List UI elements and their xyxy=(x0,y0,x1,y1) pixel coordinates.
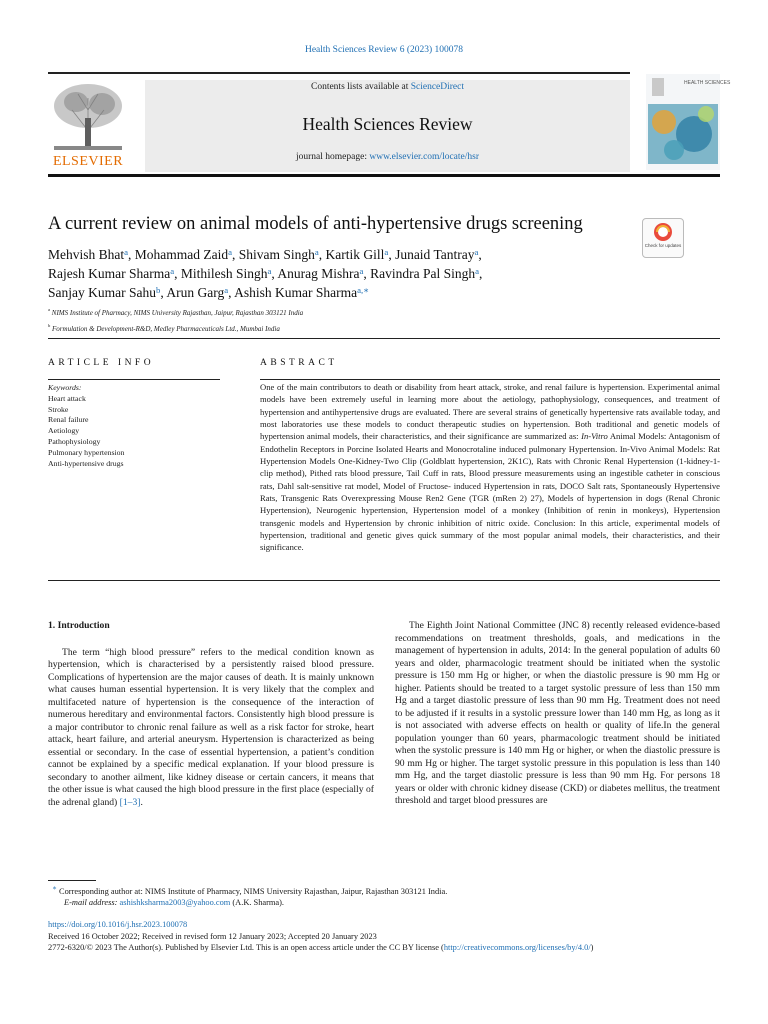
affiliations xyxy=(48,304,608,335)
abstract-rule xyxy=(260,379,720,380)
author-entry[interactable] xyxy=(48,285,160,300)
author-affiliation-mark: a xyxy=(224,285,229,295)
author-name: Rajesh Kumar Sharma xyxy=(48,266,171,281)
email-link[interactable]: ashishksharma2003@yahoo.com xyxy=(119,898,231,908)
abstract-text xyxy=(260,381,720,554)
author-name: Mehvish Bhat xyxy=(48,247,125,262)
footnote-rule xyxy=(48,880,96,881)
author-list: Mehvish Bhat$^a$, Mohammad Zaid$^a$, Shivam Singh$^a$, Kartik Gill$^a$, Junaid Tantray$^a$, Rajesh Kumar Sharma$^a$, Mithilesh Singh$^a$, Anurag Mishra$^a$, Ravindra Pal Singh$^a$, Sanjay Kumar Sahu$^b$, Arun Garg$^a$, Ashish Kumar Sharma$^{a,∗}$ xyxy=(48,247,483,300)
abstract-part-2: Animal Models: Antagonism of Endothelin Receptors in Porcine Isolated Hearts and Monocrotaline induced pulmonary Hypertension. In-Vivo Animal Models: Rat Hypertension Models One-Kidney-Two Clip (Goldblatt hypertension, 2K1C), Rats with Chronic Renal Hypertension (1-kidney-1-clip method), Pithed rats blood pressure, Tail Cuff in rats, Blood pressure measurements using an ingestible catheter in conscious rats, Dahl salt-sensitive rat model, Model of Fructose- induced Hypertension in rats, DOCO Salt rats, Spontaneously Hypertensive Rats, Transgenic Rats Overexpressing Mouse Ren2 Gene (TGR (mRen 2) 27), Models of hypertension in dogs (Renal Chronic Hypertension), Neurogenic hypertension, Hypertension model of a monkey (Inhibition of renin in monkeys), Hypertension transgenic models and Hypertension by chronic inhibition of nitric oxide. Conclusion: In this article, experimental models of hypertension, traditional and genetic gives quick summary of the most popular animal models, their characteristics, and their significance. xyxy=(260,431,721,553)
check-for-updates-badge[interactable] xyxy=(642,218,684,258)
abstract-heading: ABSTRACT xyxy=(260,358,338,368)
check-for-updates-label: Check for updates xyxy=(644,243,682,248)
body-left-column xyxy=(48,620,374,809)
author-affiliation-mark: a xyxy=(124,247,129,257)
author-affiliation-mark: a xyxy=(228,247,233,257)
elsevier-logo xyxy=(48,80,128,170)
keyword-item: Aetiology xyxy=(48,426,80,436)
author-name: Kartik Gill xyxy=(325,247,385,262)
abstract-italic-term: In-Vitro xyxy=(581,431,608,442)
author-entry[interactable] xyxy=(277,266,363,281)
jnc8-paragraph: The Eighth Joint National Committee (JNC 8) recently released evidence-based recommendations on treatment thresholds, goals, and medications in the management of hypertension in adults, 2014: In the general population of adults 60 years and older, pharmacologic treatment should be initiated when the systolic pressure is 150 mm Hg or higher, or when the diastolic pressure is 90 mm Hg or higher. Patients should be treated to a target systolic pressure of less than 150 mm Hg and a target diastolic pressure of less than 90 mm Hg. Treatment does not need to be adjusted if it results in a systolic pressure lower than 140 mm Hg, as long as it is not associated with adverse effects on health or quality of life.In the general population younger than 60 years, pharmacologic treatment should be initiated when the systolic pressure is 140 mm Hg or higher, or when the diastolic pressure is 90 mm Hg or higher. The target systolic pressure in this population is less than 140 mm Hg, and the target diastolic pressure is less than 90 mm Hg. For persons 18 years or older with chronic kidney disease (CKD) or diabetes mellitus, the treatment threshold and target blood pressures are xyxy=(395,620,720,806)
author-name: Mohammad Zaid xyxy=(134,247,229,262)
email-label: E-mail address: xyxy=(64,898,118,908)
affiliation-text: NIMS Institute of Pharmacy, NIMS University Rajasthan, Jaipur, Rajasthan 303121 India xyxy=(51,309,304,317)
license-line xyxy=(48,942,728,954)
header-rule-thick xyxy=(48,174,720,177)
author-affiliation-mark: a xyxy=(267,266,272,276)
author-name: Shivam Singh xyxy=(238,247,315,262)
author-name: Arun Garg xyxy=(166,285,225,300)
keyword-list xyxy=(48,394,220,470)
author-entry[interactable] xyxy=(239,247,319,262)
author-affiliation-mark: a xyxy=(314,247,319,257)
author-entry[interactable] xyxy=(326,247,389,262)
article-title: A current review on animal models of anti-hypertensive drugs screening xyxy=(48,214,583,234)
elsevier-tree-icon xyxy=(48,80,128,152)
keywords-label: Keywords: xyxy=(48,383,82,392)
author-affiliation-mark: a xyxy=(475,266,480,276)
homepage-line xyxy=(145,152,630,162)
affiliation-line xyxy=(48,304,608,320)
keyword-item: Pulmonary hypertension xyxy=(48,447,125,457)
homepage-prefix: journal homepage: xyxy=(296,152,370,162)
check-for-updates-icon xyxy=(643,219,683,257)
keywords-block xyxy=(48,383,220,469)
author-affiliation-mark: a xyxy=(384,247,389,257)
license-link[interactable]: http://creativecommons.org/licenses/by/4.0/ xyxy=(443,943,591,953)
journal-homepage-link[interactable]: www.elsevier.com/locate/hsr xyxy=(369,152,479,162)
author-entry[interactable] xyxy=(181,266,272,281)
journal-cover-image xyxy=(646,74,731,170)
affiliation-line xyxy=(48,320,608,336)
email-line xyxy=(48,897,728,909)
keyword-item: Anti-hypertensive drugs xyxy=(48,458,124,468)
intro-paragraph xyxy=(48,647,374,810)
journal-name: Health Sciences Review xyxy=(302,114,473,134)
author-entry[interactable] xyxy=(48,266,174,281)
author-affiliation-mark: a xyxy=(359,266,364,276)
journal-reference-link[interactable]: Health Sciences Review 6 (2023) 100078 xyxy=(304,45,464,55)
body-right-column xyxy=(395,620,720,808)
author-name: Anurag Mishra xyxy=(277,266,360,281)
license-prefix: 2772-6320/© 2023 The Author(s). Published by Elsevier Ltd. This is an open access article under the CC BY license ( xyxy=(48,943,444,953)
intro-text: The term “high blood pressure” refers to the medical condition known as hypertension, which is characterised by a persistently raised blood pressure. Complications of hypertension are the major causes of death. It is mainly unknown what causes human essential hypertension. It is very likely that the complex and multifaceted nature of hypertension is the consequence of the interaction of numerous hereditary and environmental factors. Consistently high blood pressure is a major contributor to chronic renal failure as well as a risk factor for stroke, heart attack, heart failure, and arterial aneurysm. Hypertension is characterized as being essential or secondary. In the case of essential hypertension, a patient’s condition cannot be explained by a specific medical explanation. If your blood pressure is secondary to another ailment, like kidney disease or certain cancers, it means that the other issue is what caused the high blood pressure in the first place (especially of the adrenal gland) xyxy=(48,646,374,808)
affiliation-mark: a xyxy=(48,307,51,312)
license-suffix: ) xyxy=(590,943,594,953)
corresponding-author-text: Corresponding author at: NIMS Institute of Pharmacy, NIMS University Rajasthan, Jaipur, Rajasthan 303121 India. xyxy=(59,886,448,896)
contents-line xyxy=(145,82,630,92)
header-rule xyxy=(48,72,630,74)
author-entry[interactable] xyxy=(395,247,478,262)
received-dates: Received 16 October 2022; Received in revised form 12 January 2023; Accepted 20 January 2023 xyxy=(48,931,377,941)
abstract-part-1: One of the main contributors to death or disability from heart attack, stroke, and renal failure is hypertension. Experimental animal models have been extremely useful in learning more about the aetiology, pathophysiology, consequences, and treatment of hypertension and antihypertensive drugs are evaluated. There are several strains of genetically hypertensive rats available today, and most laboratories use these models to conduct therapeutic studies on hypertension. Both traditional and genetic models of hypertension animal models, their characteristics, and their significance are summarized as: xyxy=(260,382,720,442)
contents-prefix: Contents lists available at xyxy=(310,82,411,92)
keyword-item: Stroke xyxy=(48,404,69,414)
abstract-bottom-rule xyxy=(48,580,720,581)
corresponding-author-line xyxy=(48,883,728,897)
citation-link[interactable]: [1–3] xyxy=(119,796,141,808)
email-suffix: (A.K. Sharma). xyxy=(232,898,285,908)
author-name: Junaid Tantray xyxy=(395,247,475,262)
keyword-item: Pathophysiology xyxy=(48,436,101,446)
keyword-item: Heart attack xyxy=(48,393,86,403)
doi-block xyxy=(48,919,728,954)
keyword-item: Renal failure xyxy=(48,415,89,425)
author-affiliation-mark: b xyxy=(155,285,161,295)
author-affiliation-mark: a,∗ xyxy=(357,285,370,295)
cover-title-text: HEALTH SCIENCES xyxy=(684,80,731,86)
author-entry[interactable] xyxy=(370,266,479,281)
article-info-rule xyxy=(48,379,220,380)
author-affiliation-mark: a xyxy=(474,247,479,257)
author-entry[interactable] xyxy=(166,285,228,300)
affiliation-text: Formulation & Development-R&D, Medley Pharmaceuticals Ltd., Mumbai India xyxy=(52,324,280,333)
section-title-introduction: 1. Introduction xyxy=(48,620,110,631)
author-name: Ashish Kumar Sharma xyxy=(234,285,358,300)
intro-end: . xyxy=(140,796,143,808)
author-entry[interactable] xyxy=(135,247,232,262)
corresponding-mark: ∗ xyxy=(52,884,57,892)
corresponding-footnote xyxy=(48,883,728,909)
affiliation-mark: b xyxy=(48,322,51,328)
author-entry[interactable] xyxy=(234,285,369,300)
elsevier-wordmark: ELSEVIER xyxy=(52,154,124,169)
author-name: Ravindra Pal Singh xyxy=(370,266,476,281)
doi-link[interactable]: https://doi.org/10.1016/j.hsr.2023.100078 xyxy=(48,920,188,929)
author-name: Mithilesh Singh xyxy=(180,266,268,281)
author-entry[interactable] xyxy=(48,247,128,262)
author-affiliation-mark: a xyxy=(170,266,175,276)
article-info-heading: ARTICLE INFO xyxy=(48,358,155,368)
sciencedirect-link[interactable]: ScienceDirect xyxy=(410,82,464,92)
section-rule xyxy=(48,338,720,339)
author-name: Sanjay Kumar Sahu xyxy=(48,285,156,300)
